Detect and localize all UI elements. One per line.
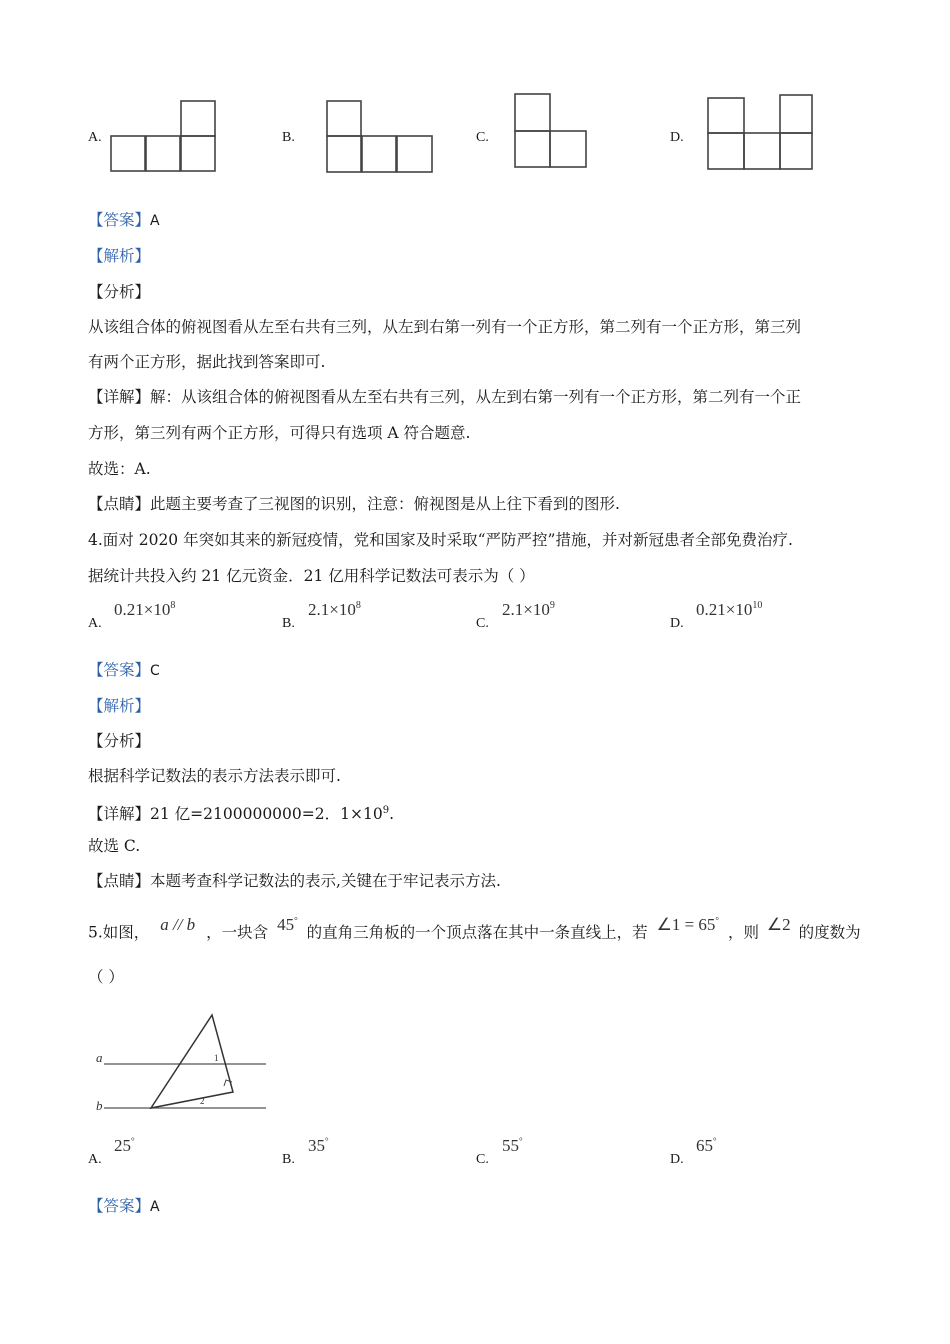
q5-option-a-label: A. xyxy=(88,1152,102,1167)
q4-comment xyxy=(88,871,501,891)
q4-answer xyxy=(88,660,160,681)
q5-figure xyxy=(90,1010,280,1124)
comment-tag: 【点睛】 xyxy=(88,872,151,890)
detail-text: 解：从该组合体的俯视图看从左至右共有三列，从左到右第一列有一个正方形，第二列有一个正 xyxy=(150,388,802,406)
detail-tag: 【详解】 xyxy=(88,805,151,824)
answer-value: A xyxy=(150,1199,160,1215)
answer-tag: 【答案】 xyxy=(88,1197,151,1215)
detail-exp: 9 xyxy=(382,805,390,816)
parallel-expr: a // b xyxy=(160,914,196,934)
q3-option-a-figure xyxy=(110,100,220,179)
q4-detail xyxy=(88,801,394,824)
answer-tag: 【答案】 xyxy=(88,211,151,229)
q3-fenxi-line2: 有两个正方形，据此找到答案即可. xyxy=(88,353,326,371)
q5-stem-line1: 5.如图， a // b ，一块含 45° 的直角三角板的一个顶点落在其中一条直线上，若 ∠1 = 65° ，则 ∠2 的度数为 xyxy=(88,914,861,942)
q4-option-b-label: B. xyxy=(282,616,295,631)
comment-text: 此题主要考查了三视图的识别，注意：俯视图是从上往下看到的图形. xyxy=(150,495,620,513)
q5-option-b-value: 35° xyxy=(308,1136,329,1155)
q4-option-a-label: A. xyxy=(88,616,102,631)
triangle xyxy=(151,1015,233,1108)
q3-option-d-label: D. xyxy=(670,130,684,145)
q4-choose: 故选 C. xyxy=(88,837,141,855)
q5-option-c-label: C. xyxy=(476,1152,489,1167)
q5-option-a-value: 25° xyxy=(114,1136,135,1155)
q5-stem-paren: （ ） xyxy=(88,968,124,986)
q3-comment xyxy=(88,494,620,514)
q4-fenxi-tag: 【分析】 xyxy=(88,732,151,750)
q4-option-a-value: $0.21\times 10^8$ xyxy=(114,600,176,619)
label-b: b xyxy=(96,1098,103,1113)
label-1: 1 xyxy=(214,1053,219,1063)
comment-text: 本题考查科学记数法的表示,关键在于牢记表示方法. xyxy=(150,872,501,890)
q4-option-b-value: $2.1\times 10^8$ xyxy=(308,600,361,619)
label-2: 2 xyxy=(200,1096,205,1106)
q5-option-c-value: 55° xyxy=(502,1136,523,1155)
q4-option-c-label: C. xyxy=(476,616,489,631)
answer-tag: 【答案】 xyxy=(88,661,151,679)
detail-main: 21 亿=2100000000=2．1×10 xyxy=(150,805,383,824)
q3-fenxi-tag: 【分析】 xyxy=(88,283,151,301)
q3-fenxi-line1: 从该组合体的俯视图看从左至右共有三列，从左到右第一列有一个正方形，第二列有一个正方形，第三列 xyxy=(88,318,802,336)
q3-option-c-figure xyxy=(514,93,592,175)
q4-option-d-label: D. xyxy=(670,616,684,631)
comment-tag: 【点睛】 xyxy=(88,495,151,513)
q3-detail-line1 xyxy=(88,387,801,407)
q3-option-b-label: B. xyxy=(282,130,295,145)
angle2-expr: ∠2 xyxy=(766,914,791,934)
q3-option-b-figure xyxy=(326,100,438,179)
q4-option-d-value: $0.21\times 10^{10}$ xyxy=(696,600,763,619)
q4-fenxi: 根据科学记数法的表示方法表示即可. xyxy=(88,767,341,785)
q3-answer xyxy=(88,210,160,231)
q4-stem-line2: 据统计共投入约 21 亿元资金．21 亿用科学记数法可表示为（ ） xyxy=(88,567,535,585)
q4-stem-line1: 4.面对 2020 年突如其来的新冠疫情，党和国家及时采取“严防严控”措施，并对新冠患者全部免费治疗. xyxy=(88,531,793,549)
q3-detail-line2: 方形，第三列有两个正方形，可得只有选项 A 符合题意. xyxy=(88,424,471,442)
q5-answer xyxy=(88,1196,160,1217)
q3-option-d-figure xyxy=(707,94,817,178)
q4-analysis-tag: 【解析】 xyxy=(88,697,151,715)
detail-end: . xyxy=(389,805,395,824)
q3-analysis-tag: 【解析】 xyxy=(88,247,151,265)
q5-option-d-label: D. xyxy=(670,1152,684,1167)
detail-tag: 【详解】 xyxy=(88,388,151,406)
q3-option-c-label: C. xyxy=(476,130,489,145)
q4-option-c-value: $2.1\times 10^9$ xyxy=(502,600,555,619)
label-a: a xyxy=(96,1050,103,1065)
q3-choose: 故选：A. xyxy=(88,460,151,478)
q5-option-d-value: 65° xyxy=(696,1136,717,1155)
answer-value: C xyxy=(150,663,160,679)
angle-45: 45° xyxy=(277,914,298,934)
angle1-expr: ∠1 = 65° xyxy=(656,914,720,934)
q3-option-a-label: A. xyxy=(88,130,102,145)
answer-value: A xyxy=(150,213,160,229)
q5-option-b-label: B. xyxy=(282,1152,295,1167)
